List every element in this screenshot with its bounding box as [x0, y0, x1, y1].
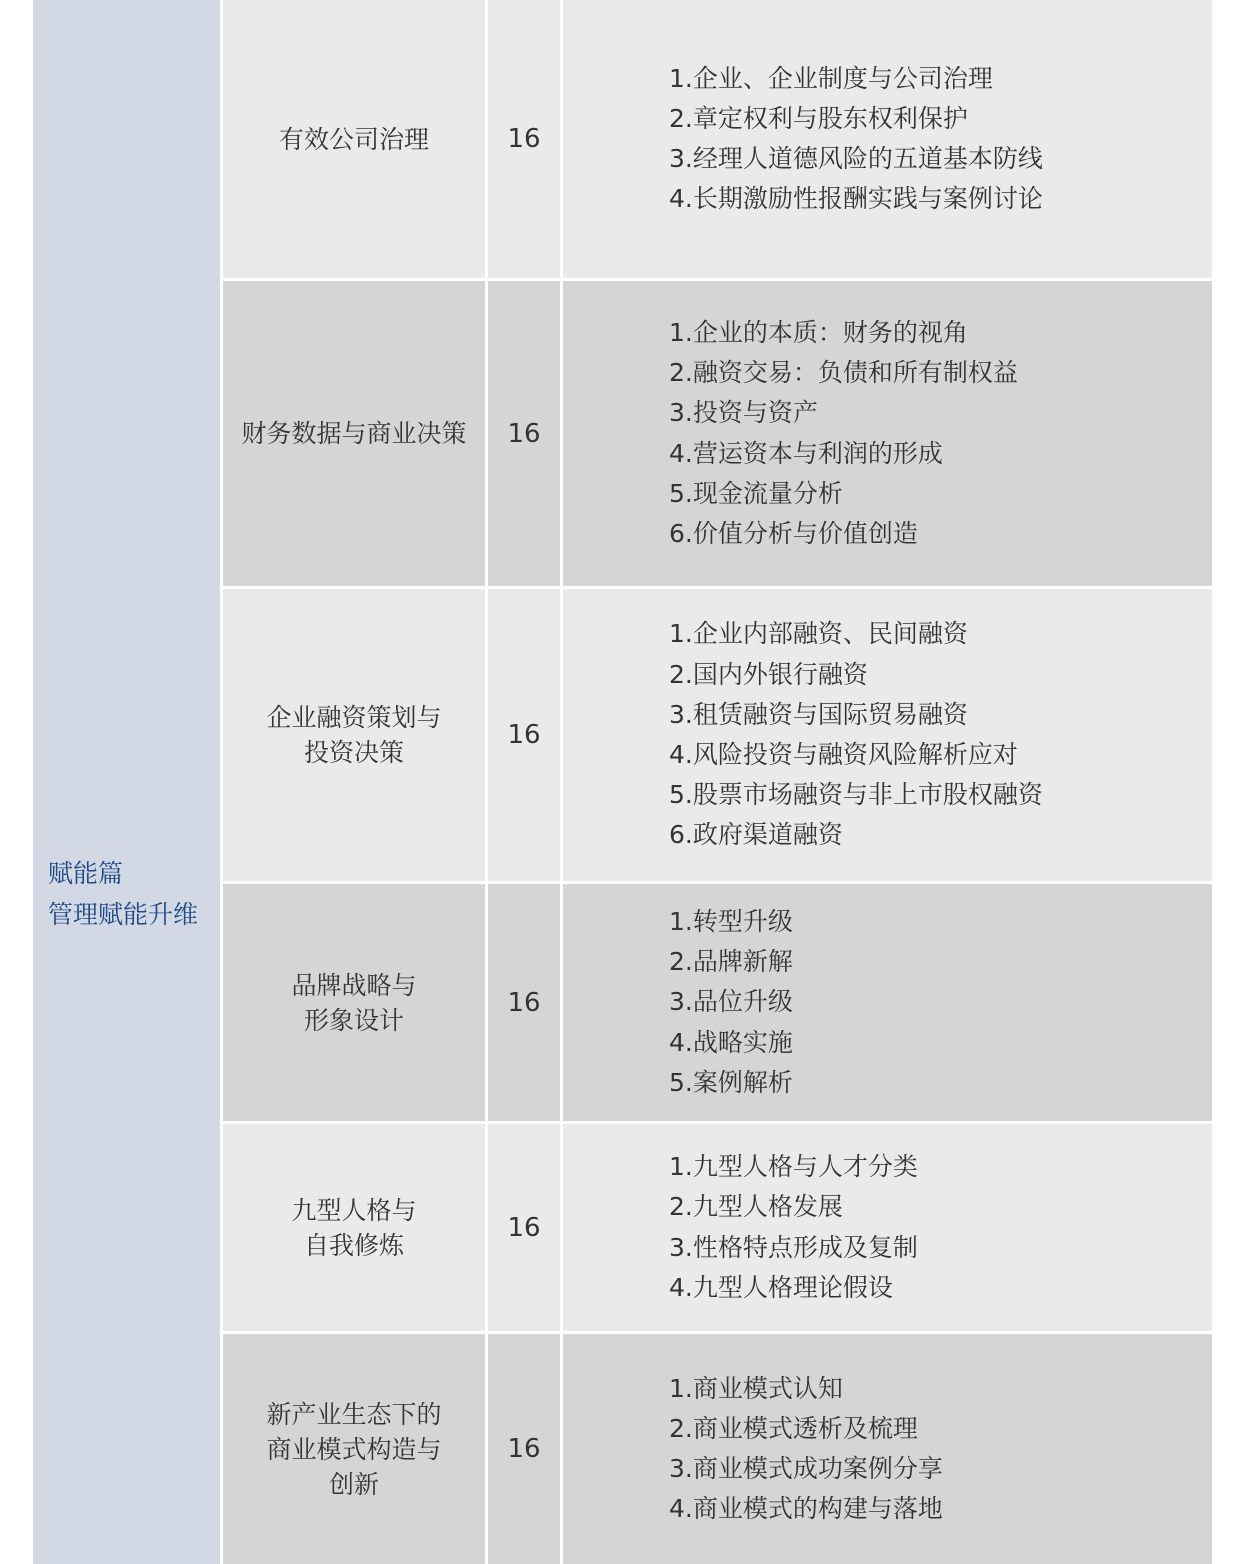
topic-list	[669, 902, 793, 1103]
course-name	[291, 968, 416, 1038]
topic-item: 4.风险投资与融资风险解析应对	[669, 740, 1018, 769]
table-row	[223, 1334, 1212, 1564]
topic-list	[669, 59, 1043, 220]
course-name-line: 新产业生态下的	[266, 1399, 442, 1429]
course-hours-cell	[488, 0, 560, 278]
course-name-cell	[223, 1334, 485, 1564]
topic-item: 1.九型人格与人才分类	[669, 1152, 918, 1182]
course-name-cell	[223, 281, 485, 586]
topic-list	[669, 1147, 918, 1308]
topic-item: 2.商业模式透析及梳理	[669, 1413, 918, 1443]
table-row	[223, 1124, 1212, 1331]
course-name	[266, 700, 441, 770]
course-name	[279, 122, 429, 157]
course-hours: 16	[507, 987, 541, 1018]
topic-item: 4.长期激励性报酬实践与案例讨论	[669, 184, 1043, 214]
course-name	[291, 1193, 416, 1263]
topic-list	[669, 1369, 943, 1530]
course-hours: 16	[507, 1434, 541, 1464]
course-name-line: 九型人格与	[291, 1195, 417, 1225]
table-row	[223, 884, 1212, 1121]
topic-item: 3.投资与资产	[669, 398, 818, 428]
course-name-line: 创新	[328, 1469, 379, 1499]
section-title: 赋能篇	[48, 859, 124, 888]
course-name-line: 投资决策	[303, 738, 404, 767]
course-name-line: 品牌战略与	[291, 970, 417, 1000]
course-hours: 16	[507, 124, 541, 154]
section-label	[48, 853, 218, 935]
course-topics-cell	[563, 589, 1212, 881]
table-row	[223, 0, 1212, 278]
course-topics-cell	[563, 281, 1212, 586]
course-hours: 16	[507, 720, 541, 750]
course-topics-cell	[563, 1124, 1212, 1331]
table-row	[223, 281, 1212, 586]
course-name-line: 商业模式构造与	[266, 1434, 442, 1464]
topic-list	[669, 614, 1043, 855]
section-cell	[33, 0, 220, 1564]
course-name	[241, 416, 466, 451]
topic-item: 2.品牌新解	[669, 947, 793, 977]
course-name-line: 企业融资策划与	[266, 703, 442, 732]
topic-item: 4.九型人格理论假设	[669, 1272, 893, 1302]
course-name-cell	[223, 589, 485, 881]
course-hours-cell	[488, 281, 560, 586]
course-name-line: 自我修炼	[303, 1230, 404, 1260]
course-topics-cell	[563, 1334, 1212, 1564]
section-subtitle: 管理赋能升维	[48, 900, 199, 929]
topic-item: 3.经理人道德风险的五道基本防线	[669, 144, 1043, 173]
topic-item: 5.股票市场融资与非上市股权融资	[669, 780, 1043, 810]
topic-item: 6.政府渠道融资	[669, 820, 843, 850]
topic-item: 6.价值分析与价值创造	[669, 518, 918, 548]
topic-item: 4.商业模式的构建与落地	[669, 1494, 943, 1524]
course-hours-cell	[488, 1334, 560, 1564]
course-hours: 16	[507, 1212, 541, 1243]
topic-item: 1.企业的本质：财务的视角	[669, 317, 968, 347]
course-topics-cell	[563, 884, 1212, 1121]
topic-item: 2.融资交易：负债和所有制权益	[669, 358, 1018, 388]
course-name-cell	[223, 884, 485, 1121]
course-name	[266, 1397, 441, 1502]
topic-item: 1.企业内部融资、民间融资	[669, 619, 968, 649]
course-name-line: 形象设计	[303, 1005, 404, 1035]
course-hours: 16	[507, 418, 541, 449]
course-hours-cell	[488, 589, 560, 881]
course-topics-cell	[563, 0, 1212, 278]
topic-list	[669, 313, 1018, 554]
topic-item: 4.战略实施	[669, 1027, 793, 1057]
topic-item: 4.营运资本与利润的形成	[669, 438, 943, 468]
topic-item: 2.章定权利与股东权利保护	[669, 103, 968, 133]
topic-item: 3.商业模式成功案例分享	[669, 1454, 943, 1483]
course-name-line: 财务数据与商业决策	[241, 419, 467, 448]
topic-item: 1.企业、企业制度与公司治理	[669, 63, 993, 93]
topic-item: 3.租赁融资与国际贸易融资	[669, 699, 968, 729]
course-name-line: 有效公司治理	[278, 124, 429, 154]
topic-item: 1.转型升级	[669, 906, 793, 936]
topic-item: 1.商业模式认知	[669, 1373, 843, 1403]
course-name-cell	[223, 1124, 485, 1331]
topic-item: 2.国内外银行融资	[669, 659, 868, 689]
course-hours-cell	[488, 1124, 560, 1331]
topic-item: 5.现金流量分析	[669, 478, 843, 508]
topic-item: 3.品位升级	[669, 987, 793, 1017]
topic-item: 2.九型人格发展	[669, 1192, 843, 1222]
course-name-cell	[223, 0, 485, 278]
topic-item: 5.案例解析	[669, 1067, 793, 1097]
table-row	[223, 589, 1212, 881]
course-hours-cell	[488, 884, 560, 1121]
topic-item: 3.性格特点形成及复制	[669, 1232, 918, 1262]
